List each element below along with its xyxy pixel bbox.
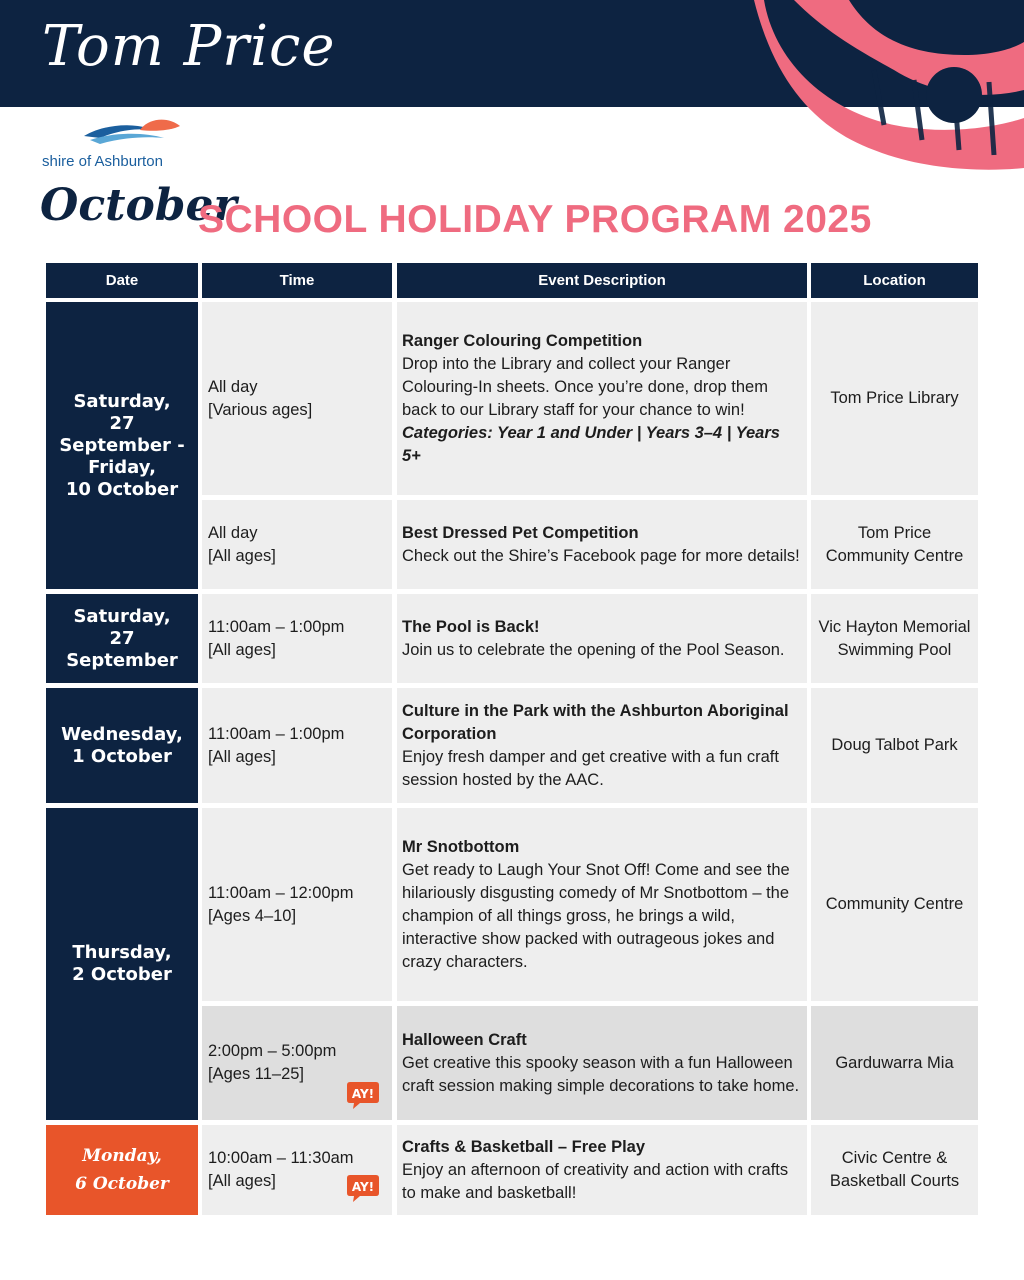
- date-cell: Wednesday, 1 October: [46, 688, 198, 803]
- town-title: Tom Price: [42, 14, 336, 79]
- event-description-cell: [397, 500, 807, 589]
- youth-badge-label: AY!: [351, 1180, 375, 1194]
- time-cell: [202, 688, 392, 803]
- location-cell: Civic Centre & Basketball Courts: [811, 1125, 978, 1215]
- event-title: Crafts & Basketball – Free Play: [402, 1137, 646, 1156]
- location-cell: Tom Price Library: [811, 302, 978, 495]
- event-title: Ranger Colouring Competition: [402, 331, 643, 350]
- program-title: SCHOOL HOLIDAY PROGRAM 2025: [198, 198, 872, 241]
- event-text: Enjoy an afternoon of creativity and action with crafts to make and basketball!: [402, 1160, 789, 1202]
- ages-text: [Ages 4–10]: [208, 906, 297, 925]
- location-cell: Community Centre: [811, 808, 978, 1001]
- date-cell: Monday, 6 October: [46, 1125, 198, 1215]
- time-cell: [202, 302, 392, 495]
- location-cell: Doug Talbot Park: [811, 688, 978, 803]
- ages-text: [Various ages]: [208, 400, 313, 419]
- event-title: Mr Snotbottom: [402, 837, 520, 856]
- event-description-cell: [397, 808, 807, 1001]
- date-cell: Saturday, 27 September: [46, 594, 198, 683]
- event-description-cell: [397, 688, 807, 803]
- month-title: October: [40, 180, 237, 231]
- time-cell: [202, 808, 392, 1001]
- event-description-cell: [397, 1125, 807, 1215]
- time-text: 2:00pm – 5:00pm: [208, 1042, 337, 1060]
- ages-text: [All ages]: [208, 747, 276, 766]
- shire-logo-text: shire of Ashburton: [42, 153, 163, 170]
- ages-text: [All ages]: [208, 640, 276, 659]
- time-text: 10:00am – 11:30am: [208, 1149, 354, 1167]
- col-header-description: Event Description: [397, 263, 807, 298]
- ages-text: [Ages 11–25]: [208, 1065, 305, 1083]
- event-title: Culture in the Park with the Ashburton Aboriginal Corporation: [402, 701, 789, 743]
- event-text: Get creative this spooky season with a fun Halloween craft session making simple decorations to take home.: [402, 1053, 800, 1095]
- time-cell: [202, 500, 392, 589]
- location-cell: Tom Price Community Centre: [811, 500, 978, 589]
- col-header-time: Time: [202, 263, 392, 298]
- event-categories: Categories: Year 1 and Under | Years 3–4 | Years 5+: [402, 423, 780, 465]
- decorative-brush-swirl: [754, 0, 1024, 170]
- youth-badge-icon: [346, 1173, 380, 1203]
- event-text: Drop into the Library and collect your Ranger Colouring-In sheets. Once you’re done, drop them back to our Library staff for your chance to win!: [402, 354, 768, 419]
- event-description-cell: [397, 594, 807, 683]
- time-text: 11:00am – 1:00pm: [208, 724, 345, 743]
- time-text: All day: [208, 523, 258, 542]
- event-text: Join us to celebrate the opening of the Pool Season.: [402, 640, 785, 659]
- time-text: All day: [208, 377, 258, 396]
- event-text: Enjoy fresh damper and get creative with a fun craft session hosted by the AAC.: [402, 747, 779, 789]
- col-header-location: Location: [811, 263, 978, 298]
- location-cell: Garduwarra Mia: [811, 1006, 978, 1120]
- col-header-date: Date: [46, 263, 198, 298]
- event-title: Halloween Craft: [402, 1030, 527, 1049]
- event-title: The Pool is Back!: [402, 617, 540, 636]
- event-text: Get ready to Laugh Your Snot Off! Come and see the hilariously disgusting comedy of Mr Snotbottom – the champion of all things gross, he brings a wild, interactive show packed with outrageous jokes and crazy characters.: [402, 860, 790, 971]
- ages-text: [All ages]: [208, 1172, 276, 1190]
- youth-badge-label: AY!: [351, 1087, 375, 1101]
- location-cell: Vic Hayton Memorial Swimming Pool: [811, 594, 978, 683]
- event-description-cell: [397, 302, 807, 495]
- time-text: 11:00am – 1:00pm: [208, 617, 345, 636]
- youth-badge-icon: [346, 1080, 380, 1110]
- time-text: 11:00am – 12:00pm: [208, 883, 354, 902]
- event-text: Check out the Shire’s Facebook page for more details!: [402, 546, 800, 565]
- date-cell: Saturday, 27 September - Friday, 10 October: [46, 302, 198, 589]
- time-cell: [202, 594, 392, 683]
- event-description-cell: [397, 1006, 807, 1120]
- event-title: Best Dressed Pet Competition: [402, 523, 639, 542]
- ages-text: [All ages]: [208, 546, 276, 565]
- date-cell: Thursday, 2 October: [46, 808, 198, 1120]
